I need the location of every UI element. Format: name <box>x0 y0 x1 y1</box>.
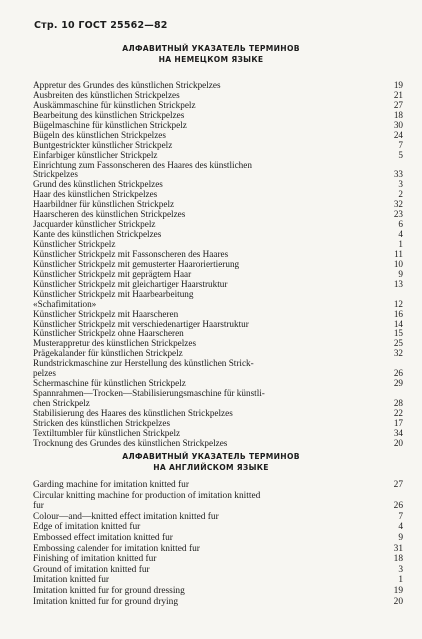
term-number: 20 <box>393 437 403 448</box>
term-number: 24 <box>393 129 403 140</box>
term-number: 34 <box>393 427 403 438</box>
term-number: 7 <box>398 511 403 522</box>
term-text: Imitation knitted fur for ground dressing <box>33 585 185 596</box>
term-text: Prägekalander für künstlichen Strickpelz <box>33 348 183 359</box>
term-number: 10 <box>393 258 403 269</box>
term-text: Bügeln des künstlichen Strickpelzes <box>33 129 166 140</box>
term-number: 20 <box>393 596 403 607</box>
term-text: Spannrahmen—Trocken—Stabilisierungsmaschine für künstli- <box>33 388 265 399</box>
term-text: Einrichtung zum Fassonscheren des Haares des künstlichen <box>33 159 252 170</box>
term-text: Künstlicher Strickpelz mit Haarscheren <box>33 308 179 319</box>
page-header: Стр. 10 ГОСТ 25562—82 <box>34 20 168 31</box>
term-number: 1 <box>398 575 403 586</box>
term-text: Edge of imitation knitted fur <box>33 522 141 533</box>
term-text: Stabilisierung des Haares des künstlichen Strickpelzes <box>33 407 233 418</box>
index-entry <box>33 512 403 523</box>
term-text: Ground of imitation knitted fur <box>33 564 150 575</box>
term-text: Jacquarder künstlicher Strickpelz <box>33 219 156 230</box>
term-text: Haar des künstlichen Strickpelzes <box>33 189 158 200</box>
term-text: Schermaschine für künstlichen Strickpelz <box>33 378 186 389</box>
term-text: chen Strickpelz <box>33 398 90 408</box>
section-title-line2: НА АНГЛИЙСКОМ ЯЗЫКЕ <box>153 463 269 472</box>
section-title-line1: АЛФАВИТНЫЙ УКАЗАТЕЛЬ ТЕРМИНОВ <box>122 44 300 53</box>
term-text: Imitation knitted fur <box>33 575 110 586</box>
term-number: 14 <box>393 318 403 329</box>
term-text: Strickpelzes <box>33 169 78 180</box>
term-text: Künstlicher Strickpelz mit Haarbearbeitung <box>33 288 194 299</box>
index-entry <box>33 310 403 320</box>
term-text: Musterappretur des künstlichen Strickpelzes <box>33 338 197 349</box>
index-entry <box>33 565 403 576</box>
term-number: 6 <box>398 219 403 230</box>
index-entry <box>33 439 403 449</box>
term-number: 26 <box>393 501 403 512</box>
term-number: 32 <box>393 348 403 359</box>
term-number: 9 <box>398 532 403 543</box>
term-number: 19 <box>393 80 403 90</box>
term-number: 7 <box>398 139 403 150</box>
section-title-line2: НА НЕМЕЦКОМ ЯЗЫКЕ <box>158 55 264 64</box>
term-text: Haarscheren des künstlichen Strickpelzes <box>33 209 186 220</box>
index-entry <box>33 597 403 608</box>
term-number: 1 <box>398 239 403 249</box>
term-number: 16 <box>393 308 403 319</box>
index-entry <box>33 575 403 586</box>
term-text: Colour—and—knitted effect imitation knitted fur <box>33 511 219 522</box>
term-number: 22 <box>393 407 403 418</box>
term-text: Künstlicher Strickpelz mit geprägtem Haar <box>33 268 192 279</box>
term-text: Kante des künstlichen Strickpelzes <box>33 229 162 240</box>
term-text: Auskämmaschine für künstlichen Strickpelz <box>33 99 196 110</box>
section-title-german <box>0 43 422 65</box>
term-text: Künstlicher Strickpelz <box>33 239 116 249</box>
term-number: 30 <box>393 119 403 130</box>
term-text: Künstlicher Strickpelz mit gleichartiger Haarstruktur <box>33 278 228 289</box>
term-text: Rundstrickmaschine zur Herstellung des künstlichen Strick- <box>33 358 254 369</box>
term-number: 2 <box>398 189 403 200</box>
term-number: 29 <box>393 378 403 389</box>
term-number: 4 <box>398 229 403 240</box>
term-text: Künstlicher Strickpelz mit Fassonscheren des Haares <box>33 248 229 259</box>
index-entry <box>33 501 403 512</box>
term-text: Embossed effect imitation knitted fur <box>33 532 173 543</box>
index-entry <box>33 151 403 161</box>
term-text: Trocknung des Grundes des künstlichen Strickpelzes <box>33 437 228 448</box>
term-number: 32 <box>393 199 403 210</box>
index-entry <box>33 544 403 555</box>
term-text: Garding machine for imitation knitted fur <box>33 480 189 490</box>
term-number: 23 <box>393 209 403 220</box>
index-entry <box>33 586 403 597</box>
term-text: Finishing of imitation knitted fur <box>33 554 157 565</box>
index-entry <box>33 161 403 171</box>
term-number: 15 <box>393 328 403 339</box>
term-number: 3 <box>398 179 403 190</box>
index-entry <box>33 359 403 369</box>
term-number: 26 <box>393 368 403 379</box>
term-text: Stricken des künstlichen Strickpelzes <box>33 417 171 428</box>
term-text: Einfarbiger künstlicher Strickpelz <box>33 149 158 160</box>
term-text: fur <box>33 501 44 512</box>
index-entry <box>33 533 403 544</box>
term-number: 5 <box>398 149 403 160</box>
index-entry <box>33 491 403 502</box>
term-text: Buntgestrickter künstlicher Strickpelz <box>33 139 173 150</box>
term-text: Künstlicher Strickpelz ohne Haarscheren <box>33 328 184 339</box>
term-text: Ausbreiten des künstlichen Strickpelzes <box>33 89 180 100</box>
term-number: 33 <box>393 169 403 180</box>
term-text: Imitation knitted fur for ground drying <box>33 596 179 607</box>
term-number: 27 <box>393 99 403 110</box>
term-text: «Schafimitation» <box>33 298 97 309</box>
index-entry <box>33 480 403 491</box>
term-text: Künstlicher Strickpelz mit gemusterter Haaroriertierung <box>33 258 240 269</box>
term-text: Bearbeitung des künstlichen Strickpelzes <box>33 109 185 120</box>
term-number: 11 <box>394 248 403 259</box>
term-text: Appretur des Grundes des künstlichen Strickpelzes <box>33 80 221 90</box>
term-number: 25 <box>393 338 403 349</box>
term-text: Circular knitting machine for production of imitation knitted <box>33 490 261 501</box>
term-text: Haarbildner für künstlichen Strickpelz <box>33 199 175 210</box>
term-number: 9 <box>398 268 403 279</box>
term-number: 3 <box>398 564 403 575</box>
term-number: 18 <box>393 554 403 565</box>
term-number: 21 <box>393 89 403 100</box>
term-text: Bügelmaschine für künstlichen Strickpelz <box>33 119 187 130</box>
term-number: 27 <box>393 480 403 490</box>
english-terms-list <box>33 480 403 607</box>
term-text: Künstlicher Strickpelz mit verschiedenartiger Haarstruktur <box>33 318 249 329</box>
term-text: Embossing calender for imitation knitted fur <box>33 543 200 554</box>
term-number: 17 <box>393 417 403 428</box>
term-number: 13 <box>393 278 403 289</box>
section-title-english <box>0 451 422 473</box>
term-text: Textiltumbler für künstlichen Strickpelz <box>33 427 181 438</box>
term-number: 18 <box>393 109 403 120</box>
section-title-line1: АЛФАВИТНЫЙ УКАЗАТЕЛЬ ТЕРМИНОВ <box>122 452 300 461</box>
term-number: 28 <box>393 398 403 408</box>
term-number: 4 <box>398 522 403 533</box>
term-number: 19 <box>393 585 403 596</box>
german-terms-list <box>33 81 403 449</box>
term-number: 12 <box>393 298 403 309</box>
index-entry <box>33 522 403 533</box>
index-entry <box>33 554 403 565</box>
term-text: pelzes <box>33 368 56 379</box>
term-text: Grund des künstlichen Strickpelzes <box>33 179 163 190</box>
term-number: 31 <box>393 543 403 554</box>
